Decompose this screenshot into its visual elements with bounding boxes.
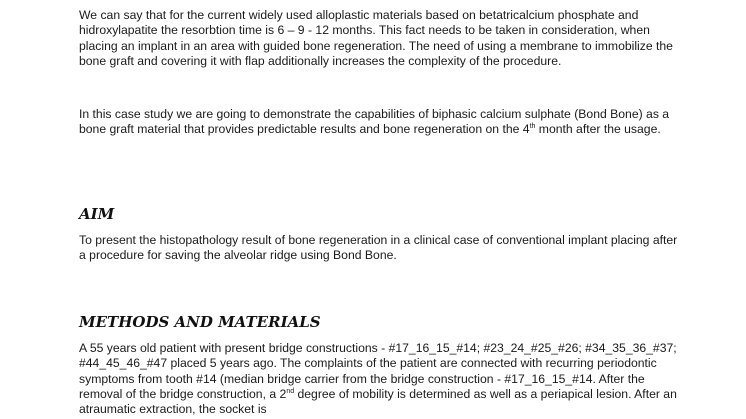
methods-paragraph	[79, 341, 679, 417]
intro-paragraph-2	[79, 107, 679, 138]
ordinal-suffix: th	[529, 123, 536, 131]
methods-paragraph-end: degree of mobility is determined as well as a periapical lesion. After an atraumatic extraction, the socket is	[79, 386, 677, 417]
aim-paragraph: To present the histopathology result of bone regeneration in a clinical case of conventional implant placing after a procedure for saving the alveolar ridge using Bond Bone.	[79, 233, 678, 263]
aim-heading: AIM	[79, 205, 115, 223]
methods-heading: METHODS AND MATERIALS	[79, 313, 321, 331]
intro-paragraph-2-text: In this case study we are going to demonstrate the capabilities of biphasic calcium sulphate (Bond Bone) as a bone graft material that provides predictable results and bone regeneration on the 4	[79, 107, 670, 137]
methods-paragraph-text: A 55 years old patient with present bridge constructions - #17_16_15_#14; #23_24_#25_#26; #34_35_36_#37; #44_45_46_#47 placed 5 years ago. The complaints of the patient are connected with recurring periodontic symptoms from tooth #14 (median bridge carrier from the bridge construction - #17_16_15_#14. After the removal of the bridge construction, a 2	[79, 341, 677, 401]
intro-paragraph-2-end: month after the usage.	[535, 122, 661, 137]
intro-paragraph-1: We can say that for the current widely used alloplastic materials based on betatricalcium phosphate and hidroxylapatite the resorbtion time is 6 – 9 - 12 months. This fact needs to be taken in consideration, when placing an implant in an area with guided bone regeneration. The need of using a membrane to immobilize the bone graft and covering it with flap additionally increases the complexity of the procedure.	[79, 8, 673, 68]
ordinal-suffix: nd	[286, 387, 295, 395]
